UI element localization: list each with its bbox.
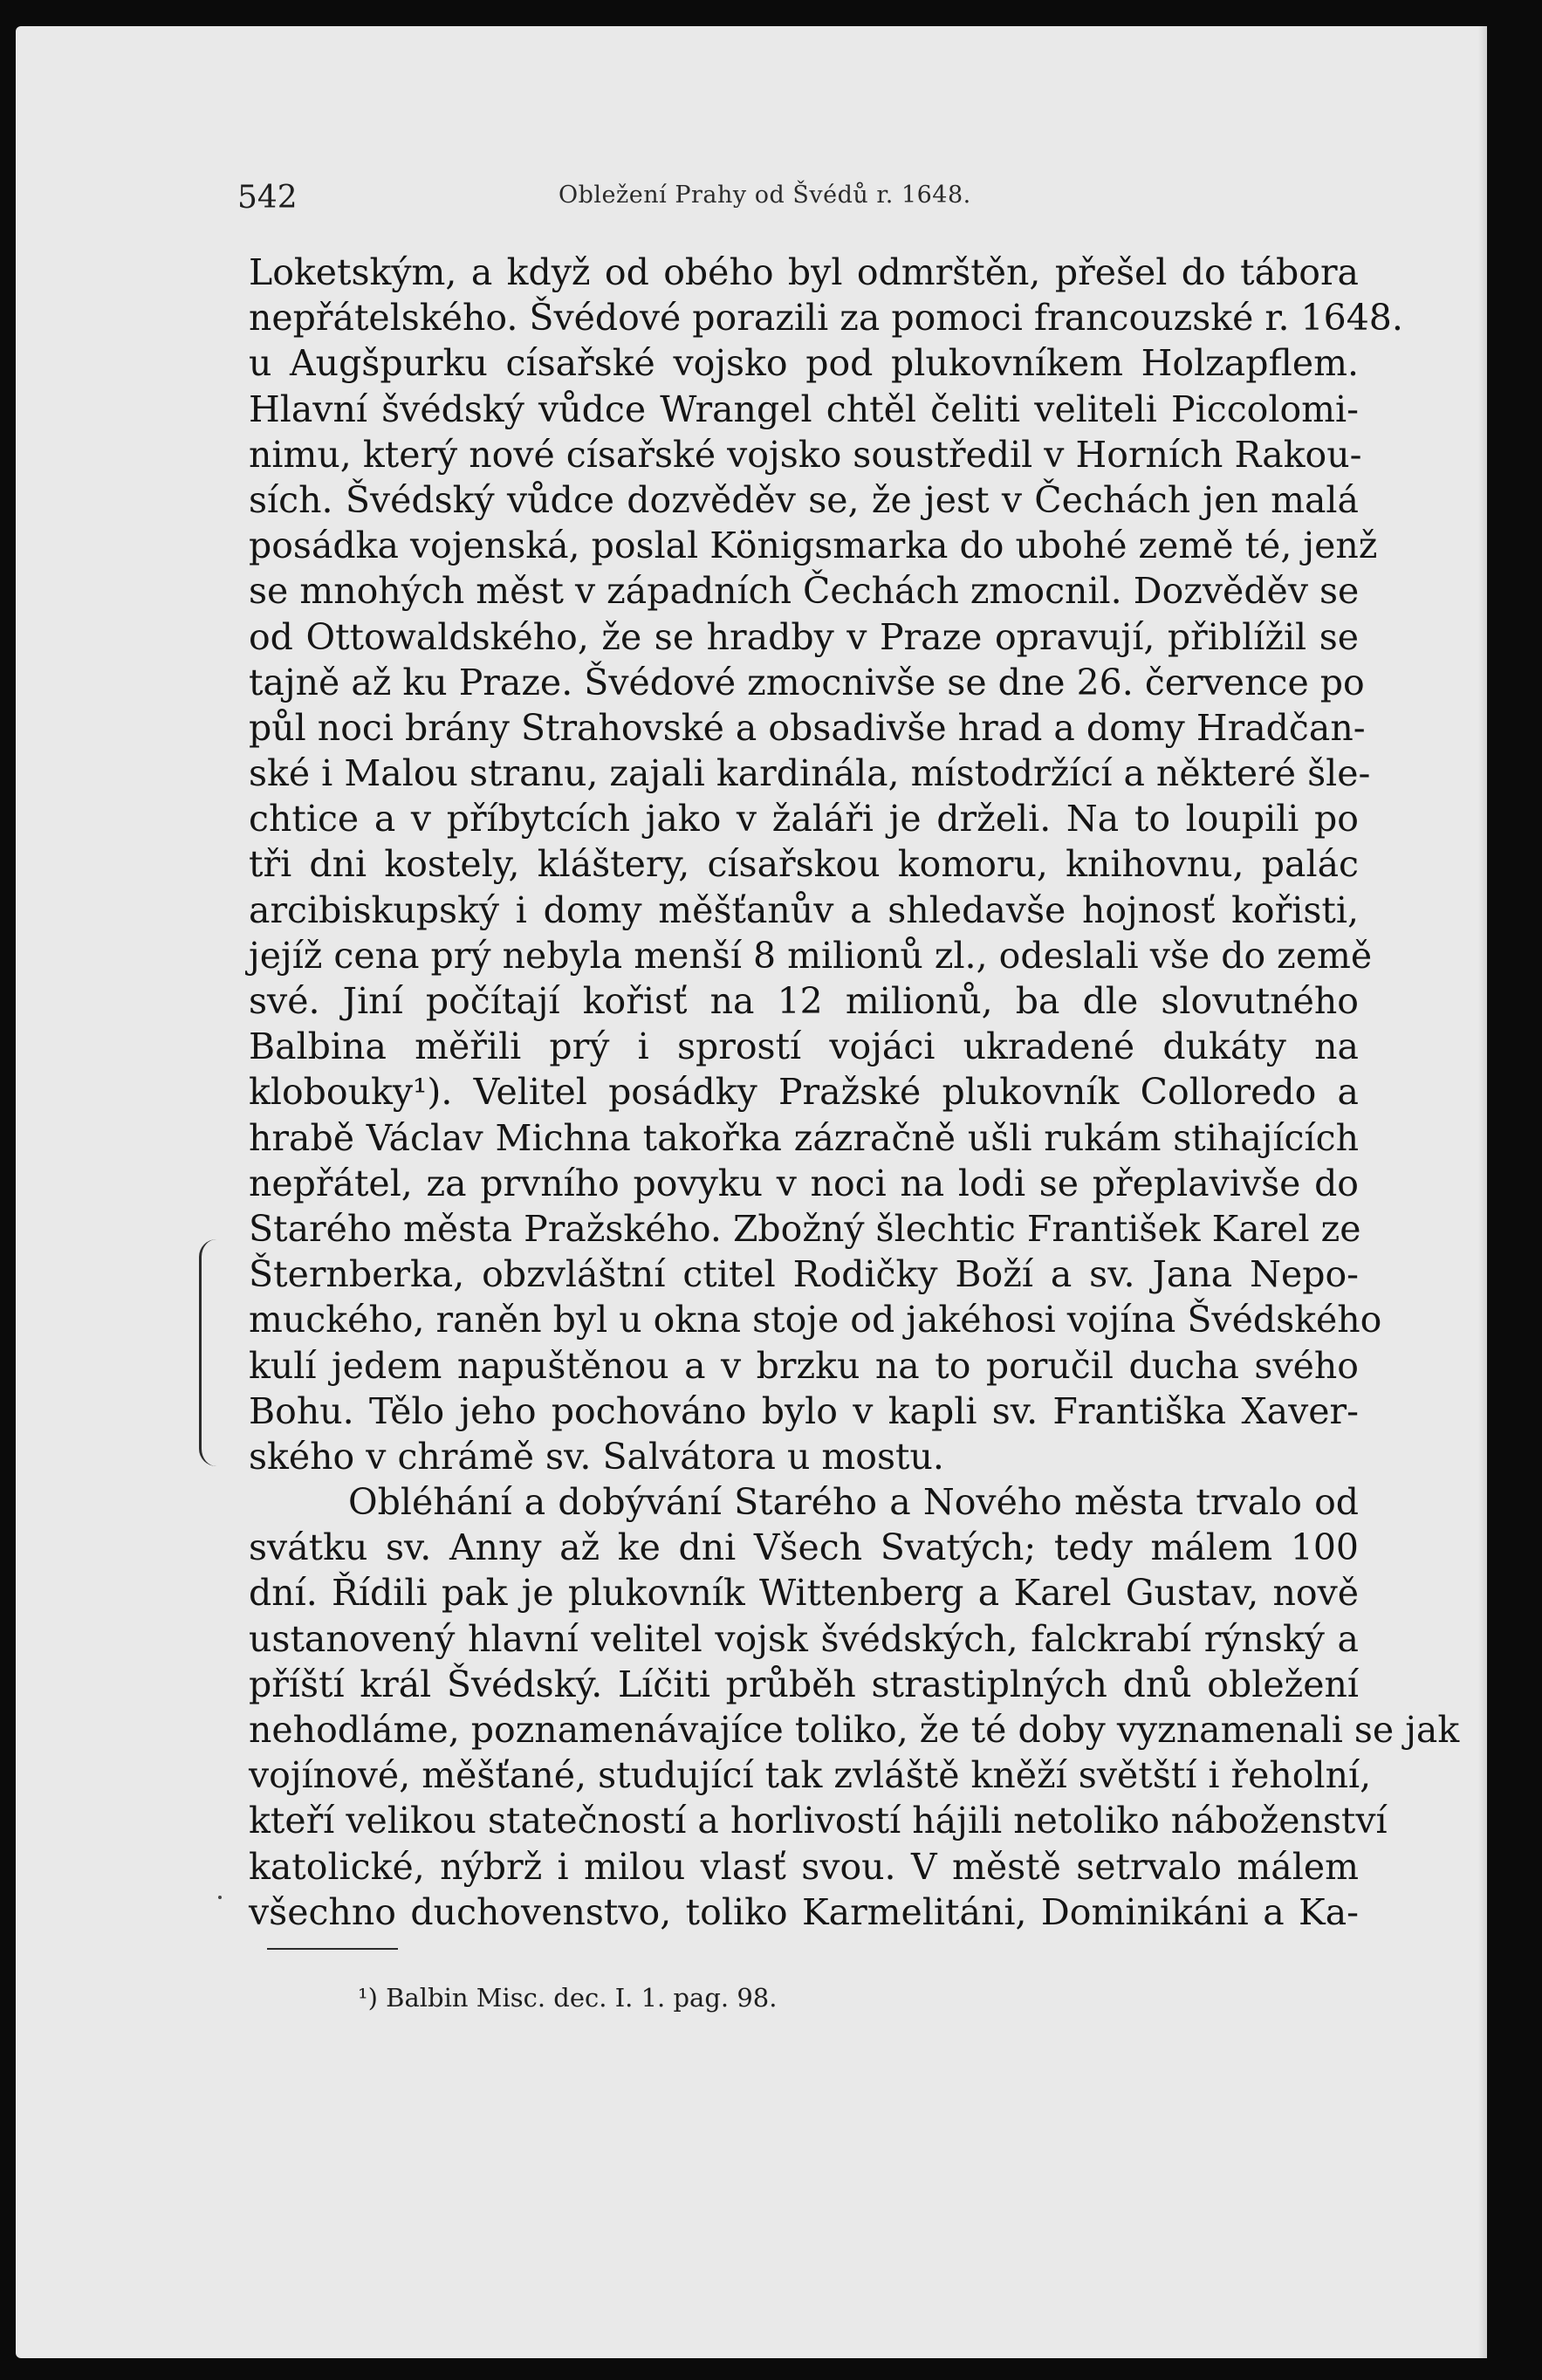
text-line: hrabě Václav Michna takořka zázračně ušli rukám stihajících	[249, 1116, 1359, 1159]
text-line: vojínové, měšťané, studující tak zvláště kněží světští i řeholní,	[249, 1754, 1372, 1797]
text-line: Bohu. Tělo jeho pochováno bylo v kapli sv. Františka Xaver-	[249, 1389, 1359, 1432]
running-title: Obležení Prahy od Švédů r. 1648.	[559, 182, 971, 209]
page-number: 542	[237, 180, 298, 216]
margin-pencil-mark	[199, 1239, 217, 1466]
text-line: Starého města Pražského. Zbožný šlechtic František Karel ze	[249, 1207, 1361, 1250]
text-line: Šternberka, obzvláštní ctitel Rodičky Boží a sv. Jana Nepo-	[249, 1253, 1359, 1296]
text-line: nepřátel, za prvního povyku v noci na lodi se přeplavivše do	[249, 1162, 1359, 1204]
text-line: půl noci brány Strahovské a obsadivše hrad a domy Hradčan-	[249, 706, 1366, 749]
text-line: tajně až ku Praze. Švédové zmocnivše se dne 26. července po	[249, 661, 1365, 703]
margin-dot-mark	[218, 1896, 222, 1899]
text-line: svátku sv. Anny až ke dni Všech Svatých; tedy málem 100	[249, 1526, 1359, 1569]
text-line: nimu, který nové císařské vojsko soustředil v Horních Rakou-	[249, 433, 1362, 476]
text-line: chtice a v příbytcích jako v žaláři je drželi. Na to loupili po	[249, 798, 1359, 840]
paragraph-start-line: Obléhání a dobývání Starého a Nového města trvalo od	[348, 1481, 1359, 1524]
text-line: ské i Malou stranu, zajali kardinála, místodržící a některé šle-	[249, 752, 1371, 795]
page-edge-shadow	[1478, 26, 1487, 2358]
text-line: Loketským, a když od obého byl odmrštěn, přešel do tábora	[249, 251, 1359, 293]
paragraph-end-line: ského v chrámě sv. Salvátora u mostu.	[249, 1435, 944, 1478]
text-line: jejíž cena prý nebyla menší 8 milionů zl., odeslali vše do země	[249, 934, 1373, 977]
text-line: Balbina měřili prý i sprostí vojáci ukradené dukáty na	[249, 1025, 1359, 1068]
text-line: muckého, raněn byl u okna stoje od jakéhosi vojína Švédského	[249, 1299, 1382, 1341]
text-line: klobouky¹). Velitel posádky Pražské plukovník Colloredo a	[249, 1071, 1359, 1114]
text-line: sích. Švédský vůdce dozvěděv se, že jest v Čechách jen malá	[249, 478, 1359, 521]
text-line: od Ottowaldského, že se hradby v Praze opravují, přiblížil se	[249, 615, 1359, 658]
text-line: arcibiskupský i domy měšťanův a shledavše hojnosť kořisti,	[249, 888, 1359, 931]
text-line: své. Jiní počítají kořisť na 12 milionů, ba dle slovutného	[249, 980, 1359, 1022]
text-line: ustanovený hlavní velitel vojsk švédských, falckrabí rýnský a	[249, 1617, 1359, 1660]
text-line: dní. Řídili pak je plukovník Wittenberg a Karel Gustav, nově	[249, 1572, 1359, 1615]
footnote-separator	[267, 1948, 398, 1950]
text-line: u Augšpurku císařské vojsko pod plukovníkem Holzapflem.	[249, 342, 1359, 385]
text-line: kteří velikou statečností a horlivostí hájili netoliko náboženství	[249, 1800, 1388, 1842]
text-line: tři dni kostely, kláštery, císařskou komoru, knihovnu, palác	[249, 843, 1359, 886]
text-line: příští král Švédský. Líčiti průběh strastiplných dnů obležení	[249, 1663, 1359, 1705]
page-header	[237, 162, 1372, 215]
text-line: nehodláme, poznamenávajíce toliko, že té doby vyznamenali se jak	[249, 1709, 1460, 1751]
text-line: nepřátelského. Švédové porazili za pomoci francouzské r. 1648.	[249, 297, 1403, 340]
text-line: katolické, nýbrž i milou vlasť svou. V městě setrvalo málem	[249, 1845, 1359, 1888]
footnote: ¹) Balbin Misc. dec. I. 1. pag. 98.	[358, 1983, 778, 2013]
text-line: posádka vojenská, poslal Königsmarka do ubohé země té, jenž	[249, 525, 1378, 567]
text-line: se mnohých měst v západních Čechách zmocnil. Dozvěděv se	[249, 570, 1360, 613]
text-line: kulí jedem napuštěnou a v brzku na to poručil ducha svého	[249, 1344, 1359, 1387]
body-text	[249, 250, 1460, 1935]
text-line: Hlavní švédský vůdce Wrangel chtěl čeliti veliteli Piccolomi-	[249, 388, 1359, 430]
text-line: všechno duchovenstvo, toliko Karmelitáni, Dominikáni a Ka-	[249, 1890, 1359, 1933]
